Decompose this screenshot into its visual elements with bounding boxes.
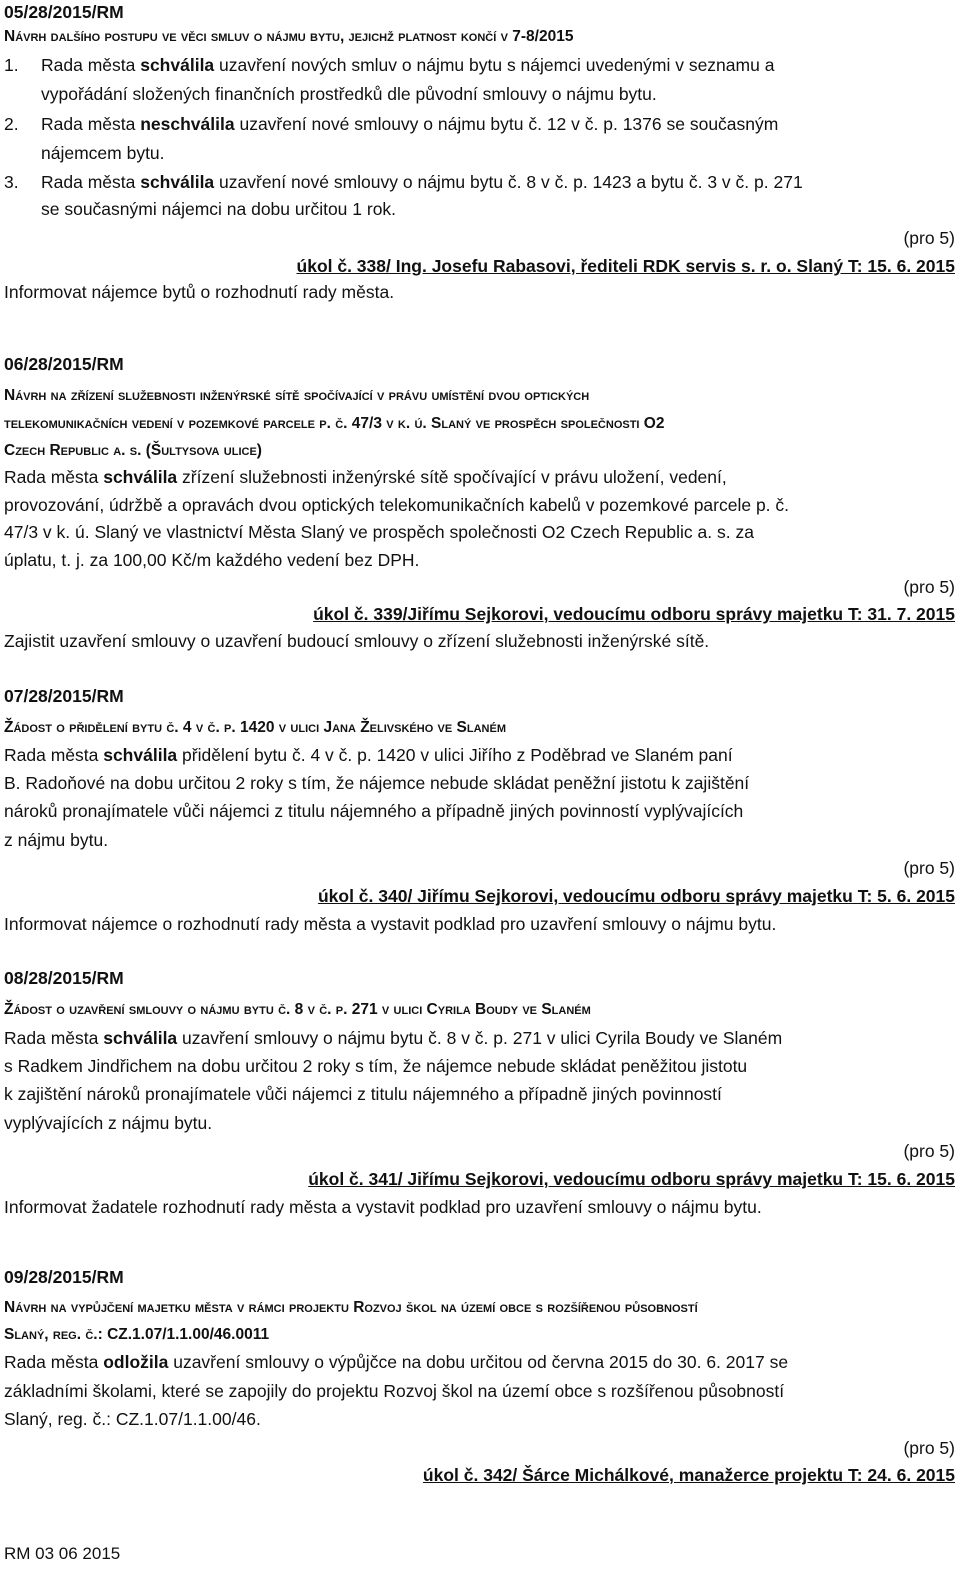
- instruction: Informovat žadatele rozhodnutí rady města a vystavit podklad pro uzavření smlouvy o nájmu bytu.: [4, 1197, 762, 1217]
- task-line: úkol č. 340/ Jiřímu Sejkorovi, vedoucímu odboru správy majetku T: 5. 6. 2015: [317, 886, 955, 906]
- body-line: B. Radoňové na dobu určitou 2 roky s tím, že nájemce nebude skládat peněžní jistotu k zajištění: [4, 773, 750, 793]
- resolution-heading: Žádost o přidělení bytu č. 4 v č. p. 1420 v ulici Jana Želivského ve Slaném: [4, 719, 506, 736]
- resolution-id: 09/28/2015/RM: [4, 1267, 124, 1287]
- resolution-heading-cont: Slaný, reg. č.: CZ.1.07/1.1.00/46.0011: [4, 1326, 270, 1343]
- body-line: úplatu, t. j. za 100,00 Kč/m každého vedení bez DPH.: [4, 550, 420, 570]
- resolution-heading-cont: telekomunikačních vedení v pozemkové parcele p. č. 47/3 v k. ú. Slaný ve prospěch společnosti O2: [4, 415, 665, 432]
- vote-count: (pro 5): [903, 1141, 955, 1161]
- resolution-heading: Návrh na zřízení služebnosti inženýrské sítě spočívající v právu umístění dvou optických: [4, 387, 590, 404]
- instruction: Zajistit uzavření smlouvy o uzavření budoucí smlouvy o zřízení služebnosti inženýrské sítě.: [4, 631, 710, 651]
- vote-count: (pro 5): [903, 228, 955, 248]
- vote-count: (pro 5): [903, 577, 955, 597]
- body-line: Rada města schválila zřízení služebnosti inženýrské sítě spočívající v právu uložení, vedení,: [4, 467, 727, 487]
- body-line: k zajištění nároků pronajímatele vůči nájemci z titulu nájemného a případně jiných povinností: [4, 1084, 722, 1104]
- task-line: úkol č. 339/Jiřímu Sejkorovi, vedoucímu odboru správy majetku T: 31. 7. 2015: [313, 604, 955, 624]
- page-footer: RM 03 06 2015: [4, 1544, 121, 1563]
- resolution-id: 08/28/2015/RM: [4, 968, 124, 988]
- resolution-heading: Návrh na vypůjčení majetku města v rámci projektu Rozvoj škol na území obce s rozšířenou působností: [4, 1299, 698, 1316]
- body-line: 47/3 v k. ú. Slaný ve vlastnictví Města Slaný ve prospěch společnosti O2 Czech Republic a. s. za: [4, 522, 754, 542]
- body-line: Slaný, reg. č.: CZ.1.07/1.1.00/46.: [4, 1409, 261, 1429]
- resolution-id: 07/28/2015/RM: [4, 686, 124, 706]
- task-line: úkol č. 341/ Jiřímu Sejkorovi, vedoucímu odboru správy majetku T: 15. 6. 2015: [308, 1169, 955, 1189]
- list-item: 2. Rada města neschválila uzavření nové smlouvy o nájmu bytu č. 12 v č. p. 1376 se současným: [4, 114, 779, 134]
- list-item-cont: se současnými nájemci na dobu určitou 1 rok.: [41, 199, 397, 219]
- resolution-id: 06/28/2015/RM: [4, 354, 124, 374]
- instruction: Informovat nájemce bytů o rozhodnutí rady města.: [4, 282, 395, 302]
- list-item-cont: nájemcem bytu.: [41, 143, 165, 163]
- resolution-id: 05/28/2015/RM: [4, 2, 124, 22]
- vote-count: (pro 5): [903, 1438, 955, 1458]
- vote-count: (pro 5): [903, 858, 955, 878]
- list-item-cont: vypořádání složených finančních prostředků dle původní smlouvy o nájmu bytu.: [41, 84, 657, 104]
- list-item: 3. Rada města schválila uzavření nové smlouvy o nájmu bytu č. 8 v č. p. 1423 a bytu č. 3 v č. p. 271: [4, 172, 803, 192]
- body-line: Rada města schválila uzavření smlouvy o nájmu bytu č. 8 v č. p. 271 v ulici Cyrila Boudy ve Slaném: [4, 1028, 783, 1048]
- resolution-heading: Návrh dalšího postupu ve věci smluv o nájmu bytu, jejichž platnost končí v 7-8/2015: [4, 28, 574, 45]
- body-line: Rada města odložila uzavření smlouvy o výpůjčce na dobu určitou od června 2015 do 30. 6. 2017 se: [4, 1352, 789, 1372]
- resolution-heading: Žádost o uzavření smlouvy o nájmu bytu č. 8 v č. p. 271 v ulici Cyrila Boudy ve Slaném: [4, 1001, 591, 1018]
- body-line: vyplývajících z nájmu bytu.: [4, 1113, 213, 1133]
- body-line: Rada města schválila přidělení bytu č. 4 v č. p. 1420 v ulici Jiřího z Poděbrad ve Slaném paní: [4, 745, 733, 765]
- instruction: Informovat nájemce o rozhodnutí rady města a vystavit podklad pro uzavření smlouvy o nájmu bytu.: [4, 914, 777, 934]
- task-line: úkol č. 342/ Šárce Michálkové, manažerce projektu T: 24. 6. 2015: [422, 1465, 955, 1485]
- body-line: z nájmu bytu.: [4, 830, 109, 850]
- list-item: 1. Rada města schválila uzavření nových smluv o nájmu bytu s nájemci uvedenými v seznamu a: [4, 55, 775, 75]
- body-line: provozování, údržbě a opravách dvou optických telekomunikačních kabelů v pozemkové parcele p. č.: [4, 495, 790, 515]
- resolution-heading-cont: Czech Republic a. s. (Šultysova ulice): [4, 442, 262, 459]
- body-line: nároků pronajímatele vůči nájemci z titulu nájemného a případně jiných povinností vyplývajících: [4, 801, 744, 821]
- body-line: s Radkem Jindřichem na dobu určitou 2 roky s tím, že nájemce nebude skládat peněžitou jistotu: [4, 1056, 748, 1076]
- body-line: základními školami, které se zapojily do projektu Rozvoj škol na území obce s rozšířenou působností: [4, 1381, 785, 1401]
- task-line: úkol č. 338/ Ing. Josefu Rabasovi, řediteli RDK servis s. r. o. Slaný T: 15. 6. 2015: [296, 256, 955, 276]
